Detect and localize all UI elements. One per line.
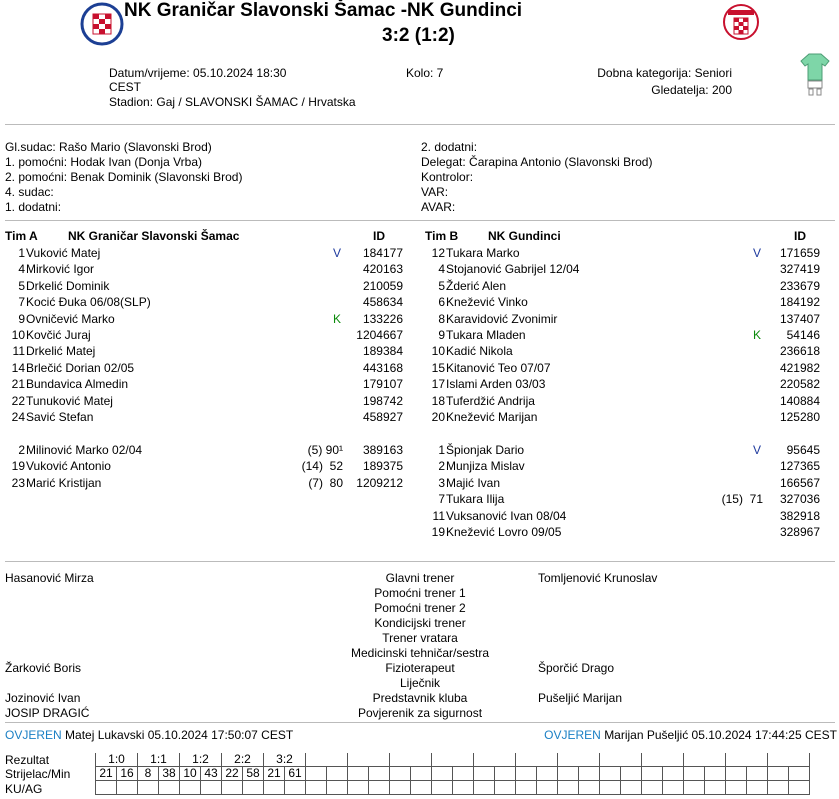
staff-role: Pomoćni trener 2	[374, 601, 466, 615]
player-name: Mirković Igor	[26, 262, 95, 277]
player-id: 189384	[362, 344, 403, 359]
player-number: 5	[18, 278, 25, 293]
player-name: Knežević Vinko	[446, 295, 528, 310]
ku-ag-cell	[789, 781, 810, 795]
player-number: 18	[431, 393, 445, 408]
ku-ag-cell	[180, 781, 201, 795]
player-id: 389163	[362, 443, 403, 457]
result-score-cell: 1:2	[180, 753, 222, 767]
player-name: Ovničević Marko	[26, 311, 115, 326]
team-b-id-header: ID	[794, 229, 806, 243]
verification-right	[544, 728, 837, 742]
ku-ag-cell	[138, 781, 159, 795]
player-name: Tukara Mladen	[446, 328, 526, 342]
player-number: 2	[18, 443, 25, 457]
player-row	[0, 311, 839, 327]
age-category: Dobna kategorija: Seniori	[597, 66, 732, 80]
result-score-cell	[558, 753, 600, 767]
player-name: Drkelić Dominik	[26, 278, 110, 293]
scorer-cell: 8	[138, 767, 159, 781]
player-row	[0, 393, 839, 409]
minute-cell	[369, 767, 390, 781]
player-number: 3	[438, 475, 445, 490]
result-score-cell	[348, 753, 390, 767]
staff-role: Trener vratara	[382, 631, 458, 645]
ku-ag-cell	[411, 781, 432, 795]
minute-cell	[621, 767, 642, 781]
player-id: 1204667	[356, 328, 403, 342]
goalkeeper-mark: V	[333, 246, 342, 260]
player-id: 166567	[779, 475, 820, 490]
player-number: 17	[431, 377, 445, 392]
verified-status: OVJEREN	[5, 728, 62, 742]
official-line: 2. pomoćni: Benak Dominik (Slavonski Brod)	[5, 170, 243, 184]
staff-role: Pomoćni trener 1	[374, 586, 466, 600]
ku-ag-cell	[369, 781, 390, 795]
player-id: 382918	[779, 508, 820, 523]
ku-ag-cell	[117, 781, 138, 795]
results-grid	[95, 753, 810, 795]
player-id: 171659	[779, 246, 820, 260]
staff-role: Predstavnik kluba	[372, 691, 468, 705]
minute-cell	[579, 767, 600, 781]
official-line: 1. pomoćni: Hodak Ivan (Donja Vrba)	[5, 155, 202, 169]
divider	[5, 124, 835, 125]
minute-cell: 61	[285, 767, 306, 781]
player-name: Bundavica Almedin	[26, 377, 129, 392]
official-line: Kontrolor:	[421, 170, 474, 184]
ku-ag-cell	[222, 781, 243, 795]
scorer-cell: 21	[264, 767, 285, 781]
team-b-label: Tim B	[425, 229, 459, 243]
player-name: Kitanović Teo 07/07	[446, 360, 551, 375]
ku-ag-cell	[600, 781, 621, 795]
player-name: Munjiza Mislav	[446, 459, 525, 474]
match-timezone: CEST	[109, 80, 142, 94]
result-score-cell	[516, 753, 558, 767]
minute-cell	[747, 767, 768, 781]
player-number: 23	[11, 475, 25, 490]
scorer-cell	[306, 767, 327, 781]
scorer-cell	[516, 767, 537, 781]
staff-role: Liječnik	[399, 676, 441, 690]
player-name: Islami Arden 03/03	[446, 377, 546, 392]
ku-ag-cell	[621, 781, 642, 795]
minute-cell	[327, 767, 348, 781]
player-number: 9	[18, 311, 25, 326]
official-line: Delegat: Čarapina Antonio (Slavonski Brod)	[421, 155, 653, 169]
player-name: Majić Ivan	[446, 475, 501, 490]
divider	[5, 722, 835, 723]
match-round: Kolo: 7	[406, 66, 444, 80]
player-number: 8	[438, 311, 445, 326]
player-id: 184192	[779, 295, 820, 310]
team-a-name: NK Graničar Slavonski Šamac	[68, 229, 240, 243]
player-name: Karavidović Zvonimir	[446, 311, 558, 326]
scorer-cell: 22	[222, 767, 243, 781]
ku-ag-cell	[201, 781, 222, 795]
player-id: 220582	[779, 377, 820, 392]
player-name: Kovčić Juraj	[26, 328, 91, 342]
player-row	[0, 327, 839, 343]
player-name: Brlečić Dorian 02/05	[26, 360, 135, 375]
team-b-name: NK Gundinci	[488, 229, 561, 243]
result-score-cell	[306, 753, 348, 767]
away-team-name: NK Gundinci	[407, 0, 523, 21]
ku-ag-cell	[579, 781, 600, 795]
player-name: Kocić Đuka 06/08(SLP)	[26, 295, 151, 310]
player-id: 54146	[786, 328, 820, 342]
player-row	[0, 458, 839, 474]
ku-ag-cell	[663, 781, 684, 795]
player-row	[0, 343, 839, 359]
player-name: Marić Kristijan	[26, 475, 102, 490]
player-name: Savić Stefan	[26, 410, 94, 424]
scorer-cell	[348, 767, 369, 781]
divider	[5, 220, 835, 221]
player-number: 20	[431, 410, 445, 424]
ku-ag-cell	[516, 781, 537, 795]
minute-cell	[537, 767, 558, 781]
scorer-cell	[558, 767, 579, 781]
verified-status: OVJEREN	[544, 728, 601, 742]
goalkeeper-mark: V	[753, 246, 762, 260]
result-score-cell: 2:2	[222, 753, 264, 767]
result-score-cell	[726, 753, 768, 767]
result-score-cell: 3:2	[264, 753, 306, 767]
player-number: 2	[438, 459, 445, 474]
scorer-cell: 21	[96, 767, 117, 781]
official-line: VAR:	[421, 185, 449, 199]
staff-role: Fizioterapeut	[385, 661, 455, 675]
official-line: Gl.sudac: Rašo Mario (Slavonski Brod)	[5, 140, 212, 154]
match-stadium: Stadion: Gaj / SLAVONSKI ŠAMAC / Hrvatska	[109, 95, 356, 109]
minute-cell	[705, 767, 726, 781]
player-id: 236618	[779, 344, 820, 359]
player-id: 458634	[362, 295, 403, 310]
minute-cell: 16	[117, 767, 138, 781]
player-number: 21	[11, 377, 25, 392]
player-row	[0, 278, 839, 294]
player-name: Tuferdžić Andrija	[446, 393, 535, 408]
ku-ag-cell	[537, 781, 558, 795]
result-score-cell	[684, 753, 726, 767]
player-id: 443168	[362, 360, 403, 375]
player-id: 137407	[779, 311, 820, 326]
match-title	[124, 0, 522, 22]
result-score-cell	[432, 753, 474, 767]
player-id: 179107	[362, 377, 403, 392]
player-id: 198742	[362, 393, 403, 408]
ku-ag-cell	[159, 781, 180, 795]
minute-cell	[453, 767, 474, 781]
official-line: AVAR:	[421, 200, 456, 214]
official-line: 4. sudac:	[5, 185, 54, 199]
ku-ag-cell	[768, 781, 789, 795]
player-name: Vuković Antonio	[26, 459, 111, 474]
player-number: 19	[431, 525, 445, 539]
player-name: Drkelić Matej	[26, 344, 96, 359]
player-name: Milinović Marko 02/04	[26, 443, 143, 457]
minute-cell	[411, 767, 432, 781]
player-number: 1	[18, 246, 25, 260]
title-separator: -	[400, 0, 408, 21]
ku-ag-cell	[558, 781, 579, 795]
player-id: 421982	[779, 360, 820, 375]
result-score-cell	[474, 753, 516, 767]
divider	[5, 561, 835, 562]
ku-ag-cell	[474, 781, 495, 795]
ku-ag-cell	[243, 781, 264, 795]
player-number: 6	[438, 295, 445, 310]
ku-ag-cell	[453, 781, 474, 795]
team-a-label: Tim A	[5, 229, 38, 243]
away-staff-name: Tomljenović Krunoslav	[538, 571, 658, 585]
ku-ag-cell	[495, 781, 516, 795]
ku-ag-cell	[327, 781, 348, 795]
player-name: Žderić Alen	[446, 278, 507, 293]
player-name: Vuković Matej	[26, 246, 101, 260]
scorer-cell	[474, 767, 495, 781]
away-club-crest-icon	[722, 2, 760, 42]
player-number: 19	[11, 459, 25, 474]
player-name: Kadić Nikola	[446, 344, 513, 359]
minute-cell: 38	[159, 767, 180, 781]
substitution-info: (15) 71	[721, 492, 763, 507]
player-number: 12	[431, 246, 445, 260]
player-id: 184177	[362, 246, 403, 260]
home-team-name: NK Graničar Slavonski Šamac	[124, 0, 396, 21]
scorer-cell	[642, 767, 663, 781]
result-score-cell	[600, 753, 642, 767]
player-id: 327036	[779, 492, 820, 507]
captain-mark: K	[753, 328, 762, 342]
player-number: 15	[431, 360, 445, 375]
scorer-cell	[726, 767, 747, 781]
minute-cell: 58	[243, 767, 264, 781]
player-id: 95645	[786, 443, 820, 457]
team-a-id-header: ID	[373, 229, 385, 243]
player-id: 125280	[779, 410, 820, 424]
player-name: Tukara Marko	[446, 246, 520, 260]
staff-role: Kondicijski trener	[374, 616, 466, 630]
player-number: 11	[12, 344, 25, 359]
substitution-info: (7) 80	[308, 475, 343, 490]
ku-ag-cell	[306, 781, 327, 795]
ku-ag-cell	[747, 781, 768, 795]
player-number: 10	[11, 328, 25, 342]
substitution-info: (5) 90¹	[307, 443, 343, 457]
ku-ag-cell	[390, 781, 411, 795]
spectators: Gledatelja: 200	[651, 83, 732, 97]
official-line: 2. dodatni:	[421, 140, 478, 154]
player-number: 4	[18, 262, 25, 277]
player-number: 11	[432, 508, 445, 523]
away-staff-name: Pušeljić Marijan	[538, 691, 623, 705]
minute-cell: 43	[201, 767, 222, 781]
home-club-crest-icon	[80, 2, 124, 46]
player-row	[0, 245, 839, 261]
home-staff-name: Hasanović Mirza	[5, 571, 94, 585]
jersey-icon	[800, 52, 830, 96]
player-id: 210059	[362, 278, 403, 293]
minute-cell	[789, 767, 810, 781]
player-id: 133226	[362, 311, 403, 326]
player-row	[0, 508, 839, 524]
ku-ag-label: KU/AG	[5, 782, 43, 796]
away-staff-name: Šporčić Drago	[538, 661, 615, 675]
player-number: 14	[11, 360, 25, 375]
verification-left	[5, 728, 293, 742]
ku-ag-cell	[96, 781, 117, 795]
player-id: 1209212	[356, 475, 403, 490]
home-staff-name: Žarković Boris	[5, 661, 82, 675]
player-name: Špionjak Dario	[446, 443, 525, 457]
scorer-cell	[768, 767, 789, 781]
player-id: 140884	[779, 393, 820, 408]
player-row	[0, 409, 839, 425]
player-number: 7	[438, 492, 445, 507]
results-label: Rezultat	[5, 753, 50, 767]
ku-ag-cell	[642, 781, 663, 795]
player-number: 5	[438, 278, 445, 293]
ku-ag-cell	[348, 781, 369, 795]
player-id: 420163	[362, 262, 403, 277]
result-score-cell: 1:1	[138, 753, 180, 767]
match-datetime: Datum/vrijeme: 05.10.2024 18:30	[109, 66, 287, 80]
player-row	[0, 294, 839, 310]
scorer-cell: 10	[180, 767, 201, 781]
captain-mark: K	[333, 311, 342, 326]
player-number: 22	[11, 393, 25, 408]
official-line: 1. dodatni:	[5, 200, 62, 214]
result-score-cell	[390, 753, 432, 767]
player-id: 327419	[779, 262, 820, 277]
minute-cell	[495, 767, 516, 781]
player-id: 233679	[779, 278, 820, 293]
scorer-label: Strijelac/Min	[5, 767, 71, 781]
player-number: 10	[431, 344, 445, 359]
player-row	[0, 442, 839, 458]
player-row	[0, 491, 839, 507]
ku-ag-cell	[726, 781, 747, 795]
ku-ag-cell	[432, 781, 453, 795]
player-name: Tukara Ilija	[446, 492, 505, 507]
result-score-cell: 1:0	[96, 753, 138, 767]
goalkeeper-mark: V	[753, 443, 762, 457]
player-number: 7	[18, 295, 25, 310]
ku-ag-cell	[264, 781, 285, 795]
scorer-cell	[600, 767, 621, 781]
player-name: Knežević Marijan	[446, 410, 538, 424]
minute-cell	[663, 767, 684, 781]
staff-role: Glavni trener	[385, 571, 455, 585]
player-number: 1	[438, 443, 445, 457]
player-row	[0, 524, 839, 540]
player-id: 458927	[362, 410, 403, 424]
player-number: 9	[438, 328, 445, 342]
match-score: 3:2 (1:2)	[382, 25, 455, 46]
result-score-cell	[642, 753, 684, 767]
verified-by: Marijan Pušeljić 05.10.2024 17:44:25 CEST	[604, 728, 837, 742]
player-row	[0, 376, 839, 392]
result-score-cell	[768, 753, 810, 767]
player-row	[0, 475, 839, 491]
staff-role: Povjerenik za sigurnost	[357, 706, 483, 720]
player-id: 127365	[779, 459, 820, 474]
player-name: Vuksanović Ivan 08/04	[446, 508, 567, 523]
player-number: 4	[438, 262, 445, 277]
scorer-cell	[390, 767, 411, 781]
ku-ag-cell	[705, 781, 726, 795]
scorer-cell	[684, 767, 705, 781]
scorer-cell	[432, 767, 453, 781]
verified-by: Matej Lukavski 05.10.2024 17:50:07 CEST	[65, 728, 294, 742]
ku-ag-cell	[684, 781, 705, 795]
home-staff-name: JOSIP DRAGIĆ	[5, 706, 90, 720]
staff-role: Medicinski tehničar/sestra	[350, 646, 490, 660]
substitution-info: (14) 52	[301, 459, 343, 474]
player-row	[0, 360, 839, 376]
player-number: 24	[11, 410, 25, 424]
ku-ag-cell	[285, 781, 306, 795]
player-id: 189375	[362, 459, 403, 474]
player-id: 328967	[779, 525, 820, 539]
player-name: Knežević Lovro 09/05	[446, 525, 562, 539]
player-name: Tunuković Matej	[26, 393, 113, 408]
player-name: Stojanović Gabrijel 12/04	[446, 262, 580, 277]
player-row	[0, 261, 839, 277]
home-staff-name: Jozinović Ivan	[5, 691, 81, 705]
